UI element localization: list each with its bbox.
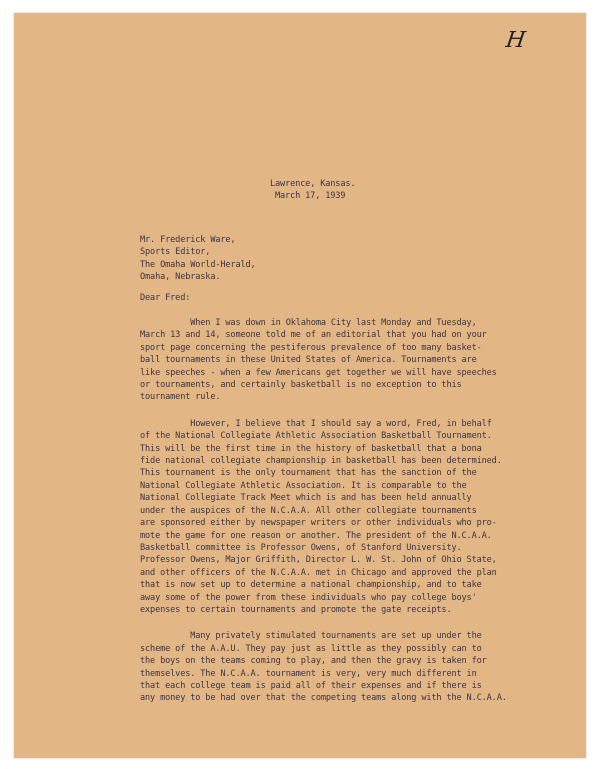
address-line: Sports Editor, (140, 247, 211, 258)
text-line: under the auspices of the N.C.A.A. All other collegiate tournaments (140, 505, 477, 516)
text-line: or tournaments, and certainly basketball is no exception to this (140, 380, 462, 391)
text-line: that each college team is paid all of their expenses and if there is (140, 680, 482, 691)
text-line: the boys on the teams coming to play, and then the gravy is taken for (140, 656, 487, 667)
text-line: any money to be had over that the competing teams along with the N.C.A.A. (140, 693, 507, 704)
inside-address (140, 234, 256, 284)
address-line: The Omaha World-Herald, (140, 259, 256, 270)
salutation: Dear Fred: (140, 293, 191, 303)
text-line: are sponsored either by newspaper writers or other individuals who pro- (140, 518, 497, 529)
text-line: tournament rule. (140, 392, 221, 403)
text-line: ball tournaments in these United States of America. Tournaments are (140, 355, 477, 366)
text-line: However, I believe that I should say a word, Fred, in behalf (140, 418, 492, 429)
text-line: When I was down in Oklahoma City last Monday and Tuesday, (140, 318, 477, 328)
paragraph-2 (140, 418, 570, 617)
dateline-date: March 17, 1939 (275, 191, 346, 202)
handwritten-corner-mark: H (504, 28, 527, 53)
text-line: fide national collegiate championship in basketball has been determined. (140, 456, 502, 467)
text-line: themselves. The N.C.A.A. tournament is very, very much different in (140, 668, 477, 679)
paragraph-1 (140, 317, 570, 404)
text-line: sport page concerning the pestiferous prevalence of too many basket- (140, 342, 482, 353)
text-line: Professor Owens, Major Griffith, Director L. W. St. John of Ohio State, (140, 555, 497, 566)
text-line: mote the game for one reason or another. The president of the N.C.A.A. (140, 530, 492, 541)
text-line: expenses to certain tournaments and promote the gate receipts. (140, 604, 452, 615)
text-line: This will be the first time in the history of basketball that a bona (140, 443, 482, 454)
dateline (270, 178, 355, 203)
dateline-place: Lawrence, Kansas. (270, 179, 356, 189)
text-line: National Collegiate Athletic Association. It is comparable to the (140, 480, 467, 491)
text-line: This tournament is the only tournament that has the sanction of the (140, 468, 477, 479)
text-line: Many privately stimulated tournaments are set up under the (140, 631, 482, 642)
text-line: scheme of the A.A.U. They pay just as little as they possibly can to (140, 643, 482, 654)
address-line: Omaha, Nebraska. (140, 272, 221, 283)
text-line: National Collegiate Track Meet which is and has been held annually (140, 493, 472, 504)
text-line: like speeches - when a few Americans get together we will have speeches (140, 367, 497, 378)
letter-page (14, 13, 586, 758)
text-line: of the National Collegiate Athletic Association Basketball Tournament. (140, 431, 492, 442)
address-line: Mr. Frederick Ware, (140, 235, 236, 245)
text-line: Basketball committee is Professor Owens, of Stanford University. (140, 542, 462, 553)
letter-body (140, 317, 570, 719)
text-line: March 13 and 14, someone told me of an editorial that you had on your (140, 330, 487, 341)
text-line: away some of the power from these individuals who pay college boys' (140, 592, 477, 603)
text-line: that is now set up to determine a national championship, and to take (140, 580, 482, 591)
text-line: and other officers of the N.C.A.A. met in Chicago and approved the plan (140, 567, 497, 578)
paragraph-3 (140, 630, 570, 704)
